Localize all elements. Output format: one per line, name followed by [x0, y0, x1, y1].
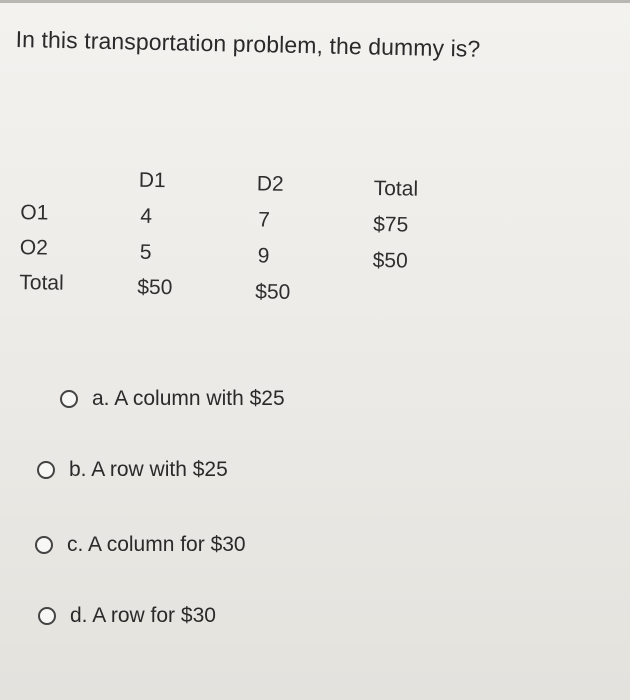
row-label-o2: O2	[19, 236, 49, 260]
option-c-label: c. A column for $30	[67, 533, 246, 556]
radio-button-icon[interactable]	[35, 536, 53, 554]
cell-o1-total: $75	[373, 213, 409, 237]
row-label-o1: O1	[20, 201, 49, 225]
option-d-label: d. A row for $30	[70, 604, 216, 627]
radio-button-icon[interactable]	[37, 461, 55, 479]
option-a[interactable]	[60, 387, 285, 411]
question-text: In this transportation problem, the dummy is?	[15, 26, 481, 62]
cell-o1-d2: 7	[258, 208, 271, 232]
option-c[interactable]	[35, 533, 246, 557]
option-b[interactable]	[37, 458, 228, 482]
row-label-total: Total	[19, 271, 64, 295]
column-header-total: Total	[373, 177, 419, 201]
option-a-label: a. A column with $25	[92, 387, 285, 410]
column-header-d1: D1	[138, 168, 166, 193]
cell-o1-d1: 4	[140, 204, 153, 228]
cell-total-d1: $50	[137, 275, 173, 300]
option-b-label: b. A row with $25	[69, 458, 228, 481]
radio-button-icon[interactable]	[38, 607, 56, 625]
cell-o2-d1: 5	[139, 240, 152, 264]
option-d[interactable]	[38, 604, 216, 628]
cell-total-d2: $50	[255, 280, 291, 304]
radio-button-icon[interactable]	[60, 390, 78, 408]
column-header-d2: D2	[256, 172, 284, 196]
cell-o2-d2: 9	[257, 244, 270, 268]
cell-o2-total: $50	[372, 249, 408, 273]
